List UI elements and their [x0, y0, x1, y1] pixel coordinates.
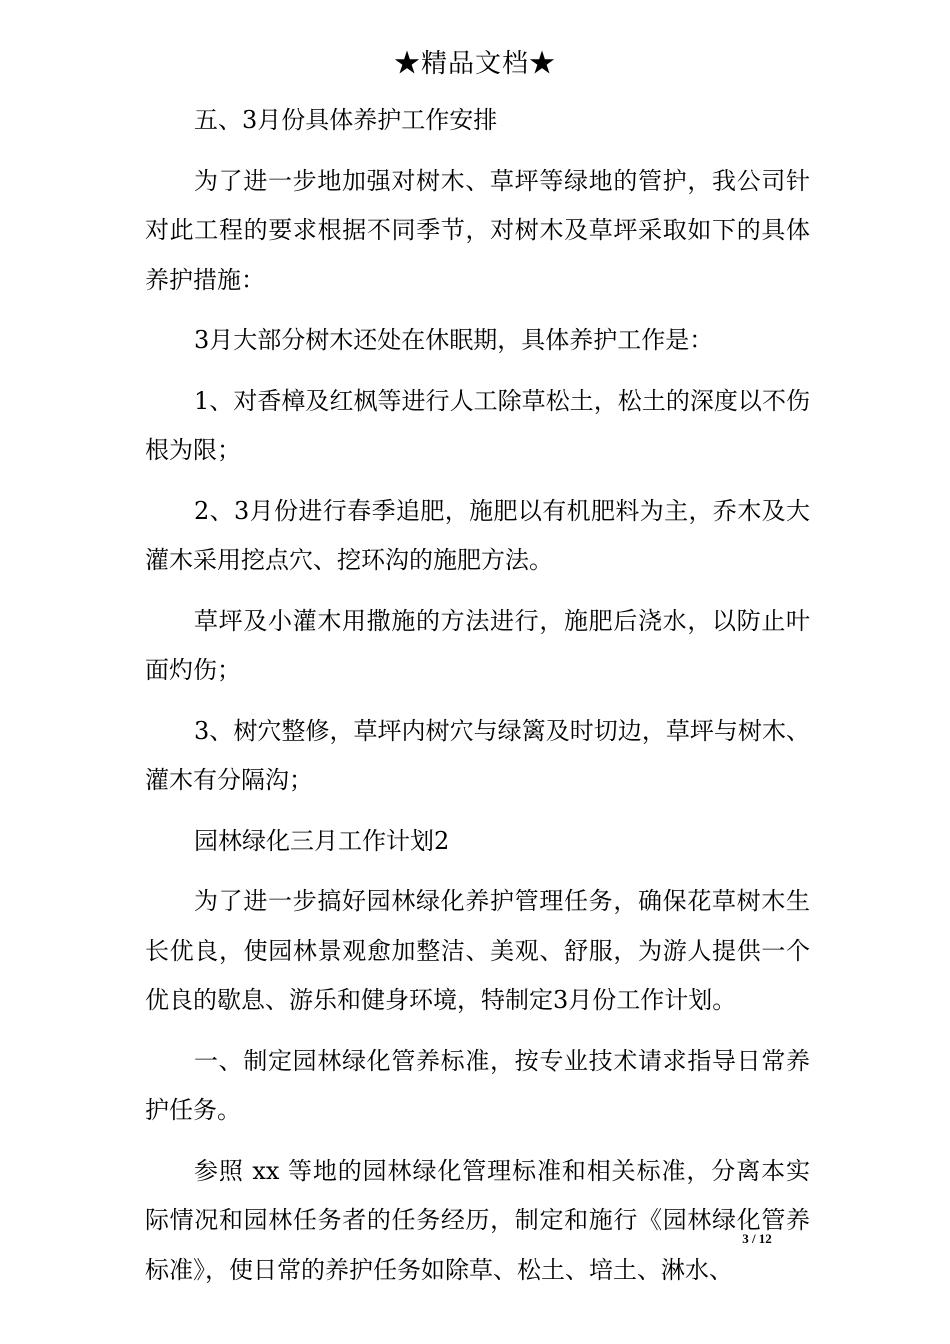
- body-paragraph: 为了进一步地加强对树木、草坪等绿地的管护，我公司针对此工程的要求根据不同季节，对树木及草坪采取如下的具体养护措施：: [145, 166, 810, 294]
- list-item-1: 1、对香樟及红枫等进行人工除草松土，松土的深度以不伤根为限；: [145, 386, 810, 464]
- list-item-2: 2、3月份进行春季追肥，施肥以有机肥料为主，乔木及大灌木采用挖点穴、挖环沟的施肥方法。: [145, 496, 810, 574]
- body-paragraph: 草坪及小灌木用撒施的方法进行，施肥后浇水，以防止叶面灼伤；: [145, 606, 810, 684]
- subsection-heading: 一、制定园林绿化管养标准，按专业技术请求指导日常养护任务。: [145, 1046, 810, 1124]
- body-paragraph: 为了进一步搞好园林绿化养护管理任务，确保花草树木生长优良，使园林景观愈加整洁、美观、舒服，为游人提供一个优良的歇息、游乐和健身环境，特制定3月份工作计划。: [145, 887, 810, 1014]
- document-body: [145, 96, 810, 1306]
- section-heading-march: 五、3月份具体养护工作安排: [194, 106, 498, 134]
- document-header: ★精品文档★: [393, 49, 556, 79]
- body-paragraph: 参照 xx 等地的园林绿化管理标准和相关标准，分离本实际情况和园林任务者的任务经历，制定和施行《园林绿化管养标准》，使日常的养护任务如除草、松土、培土、淋水、: [145, 1156, 810, 1284]
- body-paragraph: 3月大部分树木还处在休眠期，具体养护工作是：: [194, 326, 714, 354]
- page-number: 3 / 12: [742, 1231, 772, 1246]
- list-item-3: 3、树穴整修，草坪内树穴与绿篱及时切边，草坪与树木、灌木有分隔沟；: [145, 716, 810, 794]
- section-title-plan-2: 园林绿化三月工作计划2: [194, 826, 450, 855]
